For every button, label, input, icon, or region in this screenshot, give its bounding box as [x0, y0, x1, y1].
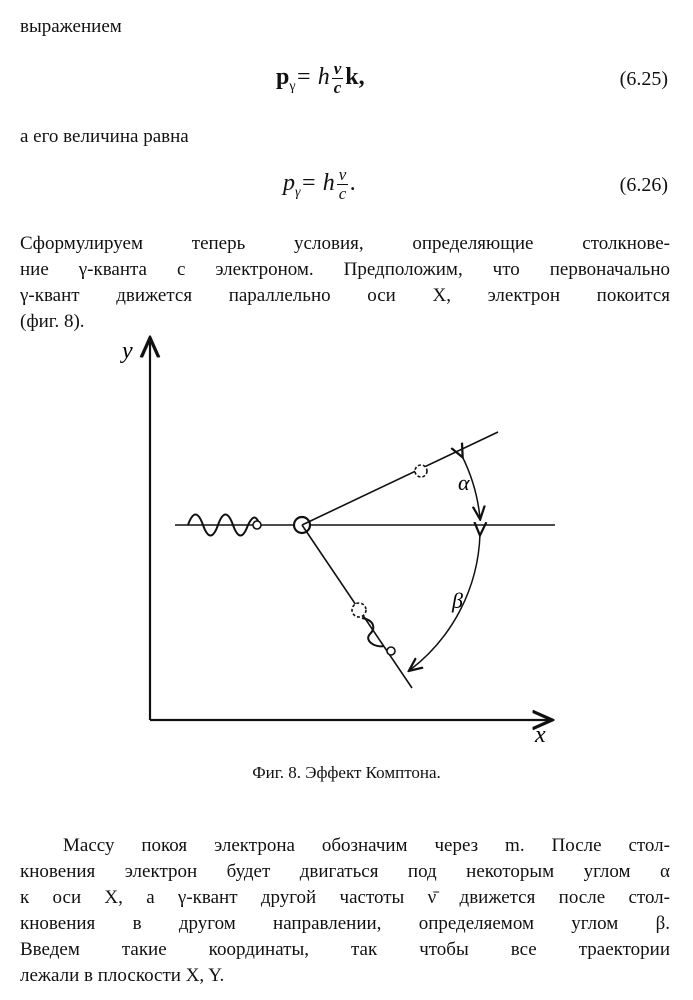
figure-caption: Фиг. 8. Эффект Комптона. — [252, 763, 441, 782]
eq1-fraction — [332, 60, 344, 97]
upper-particle-icon — [415, 465, 427, 477]
eq1-number: (6.25) — [619, 68, 668, 90]
eq1-lhs: p — [276, 64, 290, 91]
para2-line-6: лежали в плоскости X, Y. — [20, 965, 225, 986]
beta-label: β — [452, 588, 463, 613]
y-axis-label: y — [122, 338, 133, 364]
eq2-fraction — [337, 166, 349, 203]
lower-particle-icon — [352, 603, 366, 617]
eq2-number: (6.26) — [619, 174, 668, 196]
x-axis-label: x — [535, 722, 546, 748]
eq2-lhs: p — [283, 170, 295, 197]
eq2-subscript: γ — [295, 184, 301, 200]
alpha-label: α — [458, 470, 470, 495]
para2-line-5: Введем такие координаты, так чтобы все траектории — [20, 939, 670, 960]
scattered-photon-icon — [387, 647, 395, 655]
eq1-subscript: γ — [289, 78, 296, 94]
angle-beta-arc — [410, 534, 480, 670]
para1-line-1: Сформулируем теперь условия, определяющие столкнове- — [20, 233, 670, 254]
para2-line-2: кновения электрон будет двигаться под некоторым углом α — [20, 861, 670, 882]
para2-line-3: к оси X, а γ-квант другой частоты ν̄ движется после стол- — [20, 887, 670, 908]
para2-line-4: кновения в другом направлении, определяемом углом β. — [20, 913, 670, 934]
eq2-numerator: ν — [338, 165, 347, 184]
text-line-1: выражением — [20, 16, 122, 37]
eq2-equals: = h — [300, 170, 335, 197]
eq1-vector-k: k, — [345, 64, 365, 91]
para1-line-4: (фиг. 8). — [20, 311, 85, 332]
eq2-end: . — [350, 170, 357, 197]
eq1-denominator: c — [333, 78, 342, 97]
text-line-2: а его величина равна — [20, 126, 189, 147]
para2-line-1: Массу покоя электрона обозначим через m. После стол- — [63, 835, 670, 856]
eq1-equals: = h — [295, 64, 330, 91]
incident-photon-icon — [253, 521, 261, 529]
eq1-numerator: ν — [333, 59, 342, 78]
compton-figure — [0, 330, 693, 760]
para1-line-3: γ-квант движется параллельно оси X, электрон покоится — [20, 285, 670, 306]
para1-line-2: ние γ-кванта с электроном. Предположим, что первоначально — [20, 259, 670, 280]
eq2-denominator: c — [338, 184, 347, 203]
